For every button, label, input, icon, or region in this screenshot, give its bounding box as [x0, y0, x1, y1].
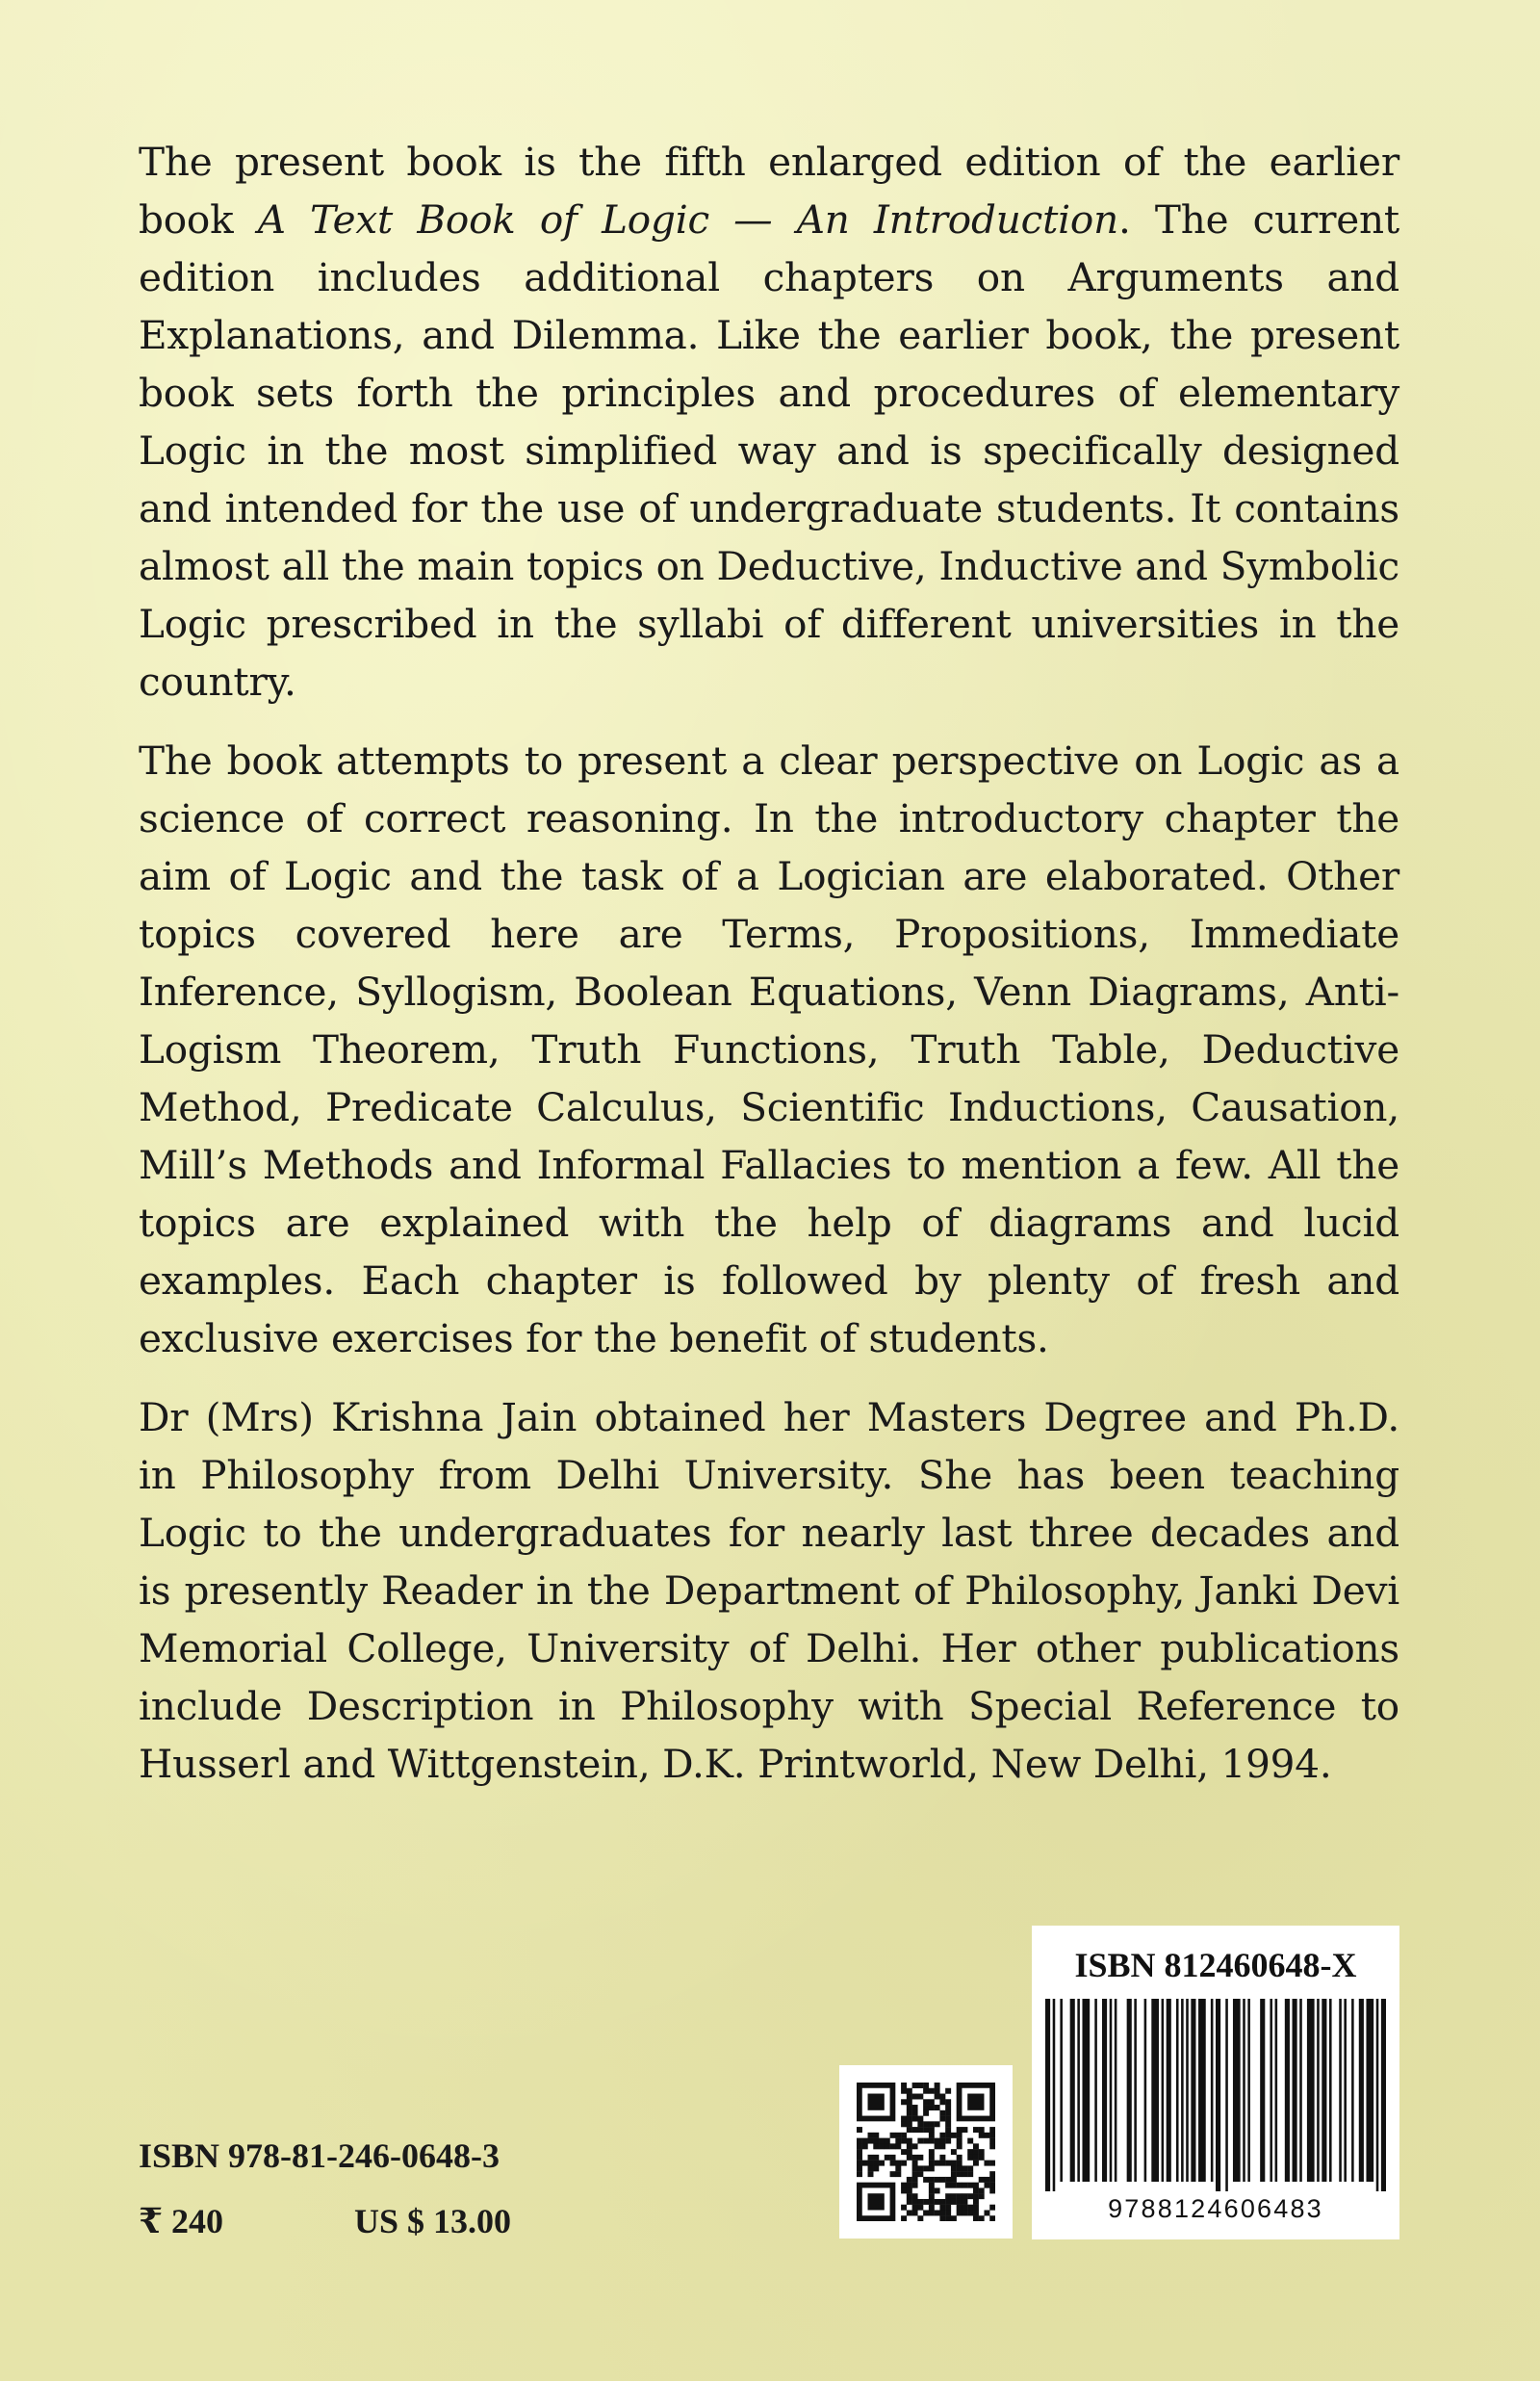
- blurb-p1-rest: . The current edition includes additional chapters on Arguments and Explanations, and Dilemma. Like the earlier book, the present book sets forth the principles and procedures of elementary Logic in the most simplified way and is specifically designed and intended for the use of undergraduate students. It contains almost all the main topics on Deductive, Inductive and Symbolic Logic prescribed in the syllabi of different universities in the country.: [139, 196, 1399, 705]
- barcode-bar: [1186, 1999, 1189, 2182]
- barcode-bar: [1381, 1999, 1386, 2191]
- barcode-bar: [1045, 1999, 1050, 2191]
- price-row: [139, 2201, 512, 2241]
- barcode-bar: [1110, 1999, 1113, 2182]
- barcode-label: [1032, 1926, 1399, 2239]
- barcode-bar: [1344, 1999, 1347, 2182]
- blurb-paragraph-2: The book attempts to present a clear perspective on Logic as a science of correct reasoning. In the introductory chapter the aim of Logic and the task of a Logician are elaborated. Other topics covered here are Terms, Propositions, Immediate Inference, Syllogism, Boolean Equations, Venn Diagrams, Anti-Logism Theorem, Truth Functions, Truth Table, Deductive Method, Predicate Calculus, Scientific Inductions, Causation, Mill’s Methods and Informal Fallacies to mention a few. All the topics are explained with the help of diagrams and lucid examples. Each chapter is followed by plenty of fresh and exclusive exercises for the benefit of students.: [139, 738, 1399, 1361]
- barcode-bar: [1198, 1999, 1206, 2182]
- book-title: A Text Book of Logic — An Introduction: [257, 196, 1118, 243]
- barcode-bar: [1329, 1999, 1332, 2182]
- barcode-bar: [1115, 1999, 1117, 2182]
- barcode-bar: [1322, 1999, 1326, 2182]
- barcode-icon: [1045, 1999, 1386, 2191]
- barcode-bar: [1307, 1999, 1315, 2182]
- barcode-bar: [1151, 1999, 1159, 2182]
- blurb-paragraph-1: [139, 133, 1399, 711]
- barcode-bar: [1211, 1999, 1214, 2182]
- blurb-p1-intro: The present book is the fifth enlarged edition of the earlier book: [139, 139, 1399, 243]
- barcode-bar: [1176, 1999, 1179, 2182]
- author-bio: Dr (Mrs) Krishna Jain obtained her Masters Degree and Ph.D. in Philosophy from Delhi University. She has been teaching Logic to the undergraduates for nearly last three decades and is presently Reader in the Department of Philosophy, Janki Devi Memorial College, University of Delhi. Her other publications include Description in Philosophy with Special Reference to Husserl and Wittgenstein, D.K. Printworld, New Delhi, 1994.: [139, 1394, 1399, 1787]
- qr-code-icon: [857, 2083, 995, 2221]
- barcode-bar: [1070, 1999, 1075, 2182]
- barcode-bar: [1299, 1999, 1302, 2182]
- barcode-bar: [1366, 1999, 1373, 2182]
- barcode-bar: [1082, 1999, 1090, 2182]
- barcode-bar: [1270, 1999, 1272, 2182]
- barcode-bar: [1359, 1999, 1364, 2182]
- barcode-bar: [1127, 1999, 1132, 2182]
- isbn-10: ISBN 812460648-X: [1074, 1946, 1357, 1984]
- barcode-bar: [1216, 1999, 1220, 2191]
- barcode-bar: [1243, 1999, 1245, 2182]
- barcode-bar: [1260, 1999, 1265, 2182]
- price-usd: US $ 13.00: [354, 2202, 512, 2240]
- barcode-bar: [1339, 1999, 1342, 2182]
- barcode-bar: [1053, 1999, 1056, 2191]
- barcode-bar: [1351, 1999, 1354, 2182]
- barcode-bar: [1247, 1999, 1250, 2182]
- barcode-bar: [1162, 1999, 1165, 2182]
- barcode-bar: [1225, 1999, 1228, 2191]
- isbn-13: ISBN 978-81-246-0648-3: [139, 2136, 500, 2175]
- back-cover-blurb: [139, 133, 1399, 1814]
- barcode-bar: [1167, 1999, 1171, 2182]
- qr-code: [839, 2065, 1013, 2239]
- barcode-bar: [1060, 1999, 1063, 2182]
- barcode-bar: [1317, 1999, 1320, 2182]
- barcode-bar: [1275, 1999, 1278, 2182]
- barcode-bar: [1102, 1999, 1107, 2182]
- barcode-bar: [1181, 1999, 1184, 2182]
- barcode-bar: [1077, 1999, 1080, 2182]
- barcode-bar: [1144, 1999, 1147, 2182]
- barcode-digits: 9788124606483: [1108, 2194, 1323, 2223]
- barcode-bar: [1285, 1999, 1290, 2182]
- barcode-bar: [1293, 1999, 1297, 2182]
- barcode-bar: [1191, 1999, 1195, 2182]
- barcode-bar: [1094, 1999, 1097, 2182]
- barcode-bar: [1233, 1999, 1241, 2182]
- barcode-bar: [1376, 1999, 1379, 2191]
- barcode-bar: [1134, 1999, 1137, 2182]
- price-inr: ₹ 240: [139, 2202, 224, 2240]
